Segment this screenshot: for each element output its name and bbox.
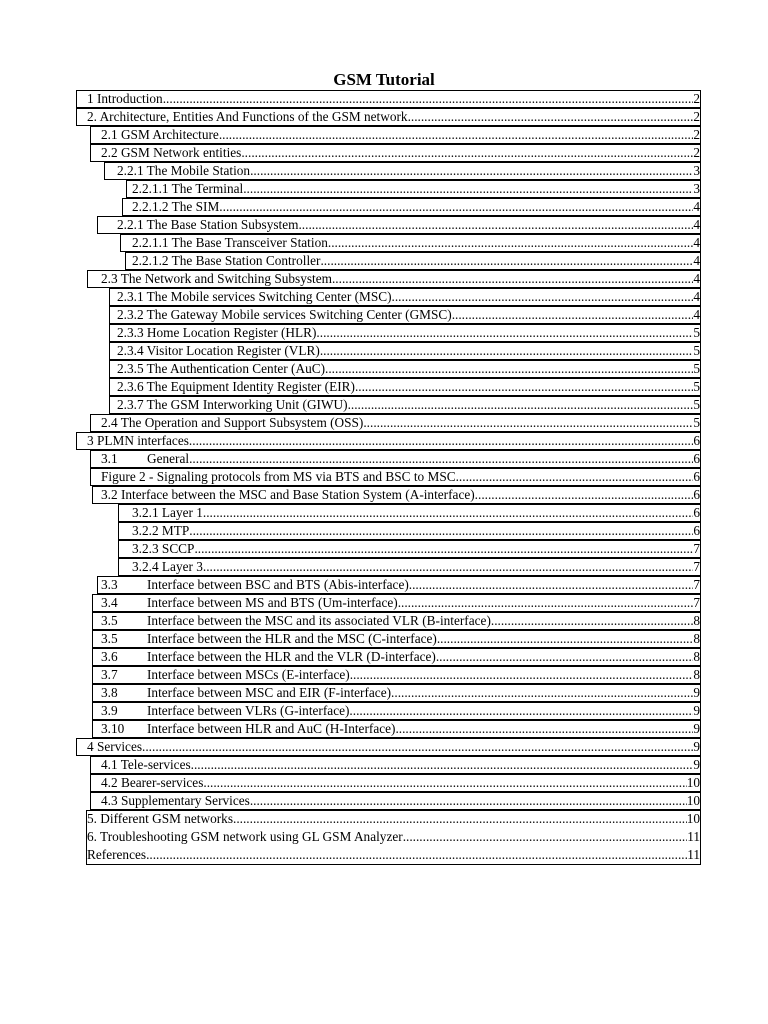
toc-entry-page: 4 xyxy=(693,253,700,268)
hyperlink-frame xyxy=(92,720,701,738)
toc-entry-title: 2. Architecture, Entities And Functions of the GSM network xyxy=(87,109,408,124)
toc-entry-page: 3 xyxy=(693,163,700,178)
hyperlink-frame xyxy=(92,648,701,666)
toc-entry-page: 5 xyxy=(693,379,700,394)
toc-entry-page: 5 xyxy=(693,343,700,358)
hyperlink-frame xyxy=(109,288,701,306)
toc-entry-title: 2.3.6 The Equipment Identity Register (EIR) xyxy=(117,379,355,394)
toc-entry-title: 3.2.3 SCCP xyxy=(132,541,195,556)
toc-entry-title: Interface between the MSC and its associated VLR (B-interface) xyxy=(147,613,491,628)
toc-entry-title: Interface between MSC and EIR (F-interface) xyxy=(147,685,392,700)
hyperlink-frame xyxy=(92,630,701,648)
toc-entry-number: 3.8 xyxy=(101,685,118,700)
toc-entry-page: 2 xyxy=(693,127,700,142)
toc-entry-page: 6 xyxy=(693,469,700,484)
toc-entry-page: 8 xyxy=(693,649,700,664)
hyperlink-frame xyxy=(118,504,701,522)
hyperlink-frame xyxy=(92,684,701,702)
hyperlink-frame xyxy=(76,432,701,450)
toc-entry-title: 2.2.1.2 The SIM xyxy=(132,199,220,214)
toc-entry-title: 5. Different GSM networks xyxy=(87,811,233,826)
toc-entry-title: 4.1 Tele-services xyxy=(101,757,191,772)
toc-entry-page: 4 xyxy=(693,307,700,322)
toc-entry-title: General xyxy=(147,451,190,466)
toc-entry-title: 2.2.1.1 The Base Transceiver Station xyxy=(132,235,328,250)
hyperlink-frame xyxy=(76,108,701,126)
toc-entry-page: 4 xyxy=(693,235,700,250)
toc-entry-page: 5 xyxy=(693,397,700,412)
toc-entry-page: 5 xyxy=(693,415,700,430)
toc-entry-title: Figure 2 - Signaling protocols from MS via BTS and BSC to MSC xyxy=(101,469,456,484)
toc-entry-page: 11 xyxy=(687,829,700,844)
toc-entry-title: 6. Troubleshooting GSM network using GL GSM Analyzer xyxy=(87,829,403,844)
hyperlink-frame xyxy=(92,702,701,720)
toc-entry-title: Interface between VLRs (G-interface) xyxy=(147,703,350,718)
toc-entry-page: 9 xyxy=(693,739,700,754)
hyperlink-frame xyxy=(125,252,701,270)
hyperlink-frame xyxy=(109,306,701,324)
toc-entry-title: 2.3.2 The Gateway Mobile services Switching Center (GMSC) xyxy=(117,307,452,322)
hyperlink-frame xyxy=(104,162,701,180)
hyperlink-frame xyxy=(97,216,701,234)
toc-entry-title: 2.3.1 The Mobile services Switching Center (MSC) xyxy=(117,289,392,304)
toc-entry-title: References xyxy=(87,847,147,862)
toc-entry-page: 9 xyxy=(693,757,700,772)
hyperlink-frame xyxy=(92,666,701,684)
hyperlink-frame xyxy=(109,396,701,414)
toc-entry-number: 3.7 xyxy=(101,667,118,682)
hyperlink-frame xyxy=(86,810,701,865)
toc-entry-title: 2.4 The Operation and Support Subsystem (OSS) xyxy=(101,415,364,430)
toc-entry-title: 3 PLMN interfaces xyxy=(87,433,189,448)
toc-entry-number: 3.6 xyxy=(101,649,118,664)
toc-entry-title: 2.1 GSM Architecture xyxy=(101,127,219,142)
toc-entry-page: 5 xyxy=(693,361,700,376)
hyperlink-frame xyxy=(122,198,701,216)
toc-entry-page: 4 xyxy=(693,289,700,304)
toc-entry-title: Interface between MS and BTS (Um-interface) xyxy=(147,595,398,610)
toc-entry-page: 9 xyxy=(693,721,700,736)
toc-entry-page: 6 xyxy=(693,451,700,466)
toc-entry-page: 4 xyxy=(693,199,700,214)
hyperlink-frame xyxy=(90,414,701,432)
toc-entry-number: 3.5 xyxy=(101,613,118,628)
toc-entry-page: 6 xyxy=(693,523,700,538)
toc-entry-page: 9 xyxy=(693,703,700,718)
toc-entry-title: 2.3.3 Home Location Register (HLR) xyxy=(117,325,317,340)
toc-entry-title: 3.2.2 MTP xyxy=(132,523,190,538)
toc-entry-number: 3.5 xyxy=(101,631,118,646)
toc-entry-title: 4.2 Bearer-services xyxy=(101,775,204,790)
toc-entry-title: 2.2.1 The Mobile Station xyxy=(117,163,251,178)
hyperlink-frame xyxy=(109,360,701,378)
hyperlink-frame xyxy=(76,738,701,756)
toc-entry-page: 2 xyxy=(693,145,700,160)
toc-entry-number: 3.9 xyxy=(101,703,118,718)
hyperlink-frame xyxy=(109,324,701,342)
hyperlink-frame xyxy=(90,450,701,468)
toc-entry-page: 2 xyxy=(693,109,700,124)
toc-entry-page: 8 xyxy=(693,667,700,682)
toc-entry-title: Interface between BSC and BTS (Abis-interface) xyxy=(147,577,409,592)
toc-entry-page: 7 xyxy=(693,577,700,592)
toc-entry-page: 7 xyxy=(693,541,700,556)
toc-entry-title: 3.2.4 Layer 3 xyxy=(132,559,203,574)
toc-entry-page: 6 xyxy=(693,433,700,448)
toc-entry-number: 3.4 xyxy=(101,595,118,610)
hyperlink-frame xyxy=(97,576,701,594)
toc-entry-page: 3 xyxy=(693,181,700,196)
hyperlink-frame xyxy=(118,558,701,576)
toc-entry-page: 10 xyxy=(686,775,700,790)
toc-entry-page: 4 xyxy=(693,217,700,232)
toc-entry-title: Interface between MSCs (E-interface) xyxy=(147,667,350,682)
toc-entry-page: 8 xyxy=(693,613,700,628)
hyperlink-frame xyxy=(109,342,701,360)
hyperlink-frame xyxy=(90,792,701,810)
toc-entry-number: 3.3 xyxy=(101,577,118,592)
toc-entry-title: 2.2 GSM Network entities xyxy=(101,145,242,160)
toc-entry-page: 11 xyxy=(687,847,700,862)
hyperlink-frame xyxy=(92,612,701,630)
toc-entry-page: 7 xyxy=(693,559,700,574)
hyperlink-frame xyxy=(90,468,701,486)
toc-entry-title: 4.3 Supplementary Services xyxy=(101,793,250,808)
toc-entry-title: 2.2.1.2 The Base Station Controller xyxy=(132,253,321,268)
toc-entry-title: 2.3.7 The GSM Interworking Unit (GIWU) xyxy=(117,397,348,412)
hyperlink-frame xyxy=(120,234,701,252)
hyperlink-frame xyxy=(90,126,701,144)
toc-entry-title: 2.3 The Network and Switching Subsystem xyxy=(101,271,332,286)
toc-entry-title: 4 Services xyxy=(87,739,143,754)
toc-entry-number: 3.1 xyxy=(101,451,118,466)
hyperlink-frame xyxy=(76,90,701,108)
toc-entry-page: 5 xyxy=(693,325,700,340)
hyperlink-frame xyxy=(90,144,701,162)
toc-entry-page: 2 xyxy=(693,91,700,106)
hyperlink-frame xyxy=(118,540,701,558)
toc-entry-page: 10 xyxy=(686,793,700,808)
toc-entry-title: 3.2 Interface between the MSC and Base Station System (A-interface) xyxy=(101,487,475,502)
hyperlink-frame xyxy=(90,774,701,792)
toc-entry-title: 1 Introduction xyxy=(87,91,163,106)
document-title: GSM Tutorial xyxy=(333,70,435,89)
toc-entry-title: 3.2.1 Layer 1 xyxy=(132,505,203,520)
toc-entry-title: Interface between HLR and AuC (H-Interface) xyxy=(147,721,396,736)
hyperlink-frame xyxy=(118,522,701,540)
hyperlink-frame xyxy=(109,378,701,396)
toc-entry-page: 10 xyxy=(686,811,700,826)
toc-entry-page: 8 xyxy=(693,631,700,646)
toc-entry-title: Interface between the HLR and the VLR (D-interface) xyxy=(147,649,436,664)
toc-entry-page: 4 xyxy=(693,271,700,286)
toc-entry-title: Interface between the HLR and the MSC (C-interface) xyxy=(147,631,437,646)
hyperlink-frame xyxy=(87,270,701,288)
hyperlink-frame xyxy=(90,756,701,774)
toc-entry-title: 2.3.4 Visitor Location Register (VLR) xyxy=(117,343,320,358)
toc-entry-page: 6 xyxy=(693,505,700,520)
hyperlink-frame xyxy=(92,594,701,612)
toc-entry-title: 2.2.1 The Base Station Subsystem xyxy=(117,217,299,232)
toc-entry-title: 2.3.5 The Authentication Center (AuC) xyxy=(117,361,326,376)
toc-entry-page: 6 xyxy=(693,487,700,502)
hyperlink-frame xyxy=(126,180,701,198)
toc-entry-page: 7 xyxy=(693,595,700,610)
toc-entry-page: 9 xyxy=(693,685,700,700)
toc-entry-title: 2.2.1.1 The Terminal xyxy=(132,181,244,196)
toc-entry-number: 3.10 xyxy=(101,721,125,736)
hyperlink-frame xyxy=(92,486,701,504)
